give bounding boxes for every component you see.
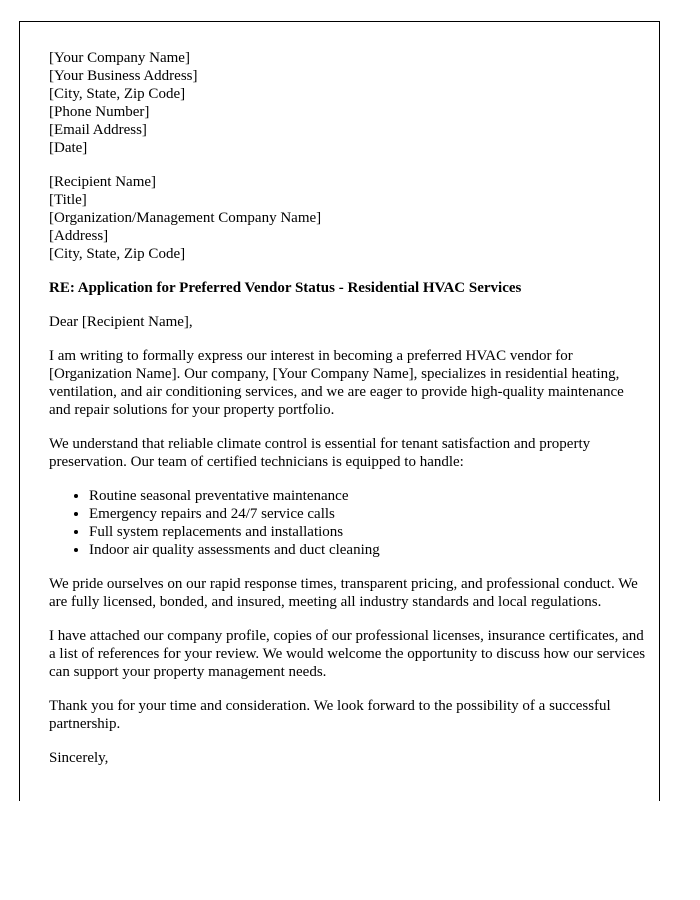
body-paragraph: We understand that reliable climate control is essential for tenant satisfaction and property preservation. Our team of certified technicians is equipped to handle: xyxy=(49,436,591,470)
recipient-title: [Title] xyxy=(49,192,87,208)
sender-phone: [Phone Number] xyxy=(49,104,150,120)
recipient-address-block xyxy=(49,173,649,263)
body-paragraph: I am writing to formally express our interest in becoming a preferred HVAC vendor for [Organization Name]. Our company, [Your Company Name], specializes in residential heating, ventilation, and air conditioning services, and we are eager to provide high-quality maintenance and repair solutions for your property portfolio. xyxy=(49,348,624,418)
letter-date: [Date] xyxy=(49,140,88,156)
body-paragraph: Thank you for your time and consideration. We look forward to the possibility of a successful partnership. xyxy=(49,698,611,732)
service-item: • Emergency repairs and 24/7 service calls xyxy=(89,505,649,523)
recipient-name: [Recipient Name] xyxy=(49,174,157,190)
signoff: Sincerely, xyxy=(49,750,109,766)
recipient-address: [Address] xyxy=(49,228,109,244)
sender-email: [Email Address] xyxy=(49,122,147,138)
letter-body xyxy=(49,49,649,783)
recipient-city-state-zip: [City, State, Zip Code] xyxy=(49,246,186,262)
sender-company-name: [Your Company Name] xyxy=(49,50,190,66)
salutation: Dear [Recipient Name], xyxy=(49,314,193,330)
sender-city-state-zip: [City, State, Zip Code] xyxy=(49,86,186,102)
service-item: • Routine seasonal preventative maintenance xyxy=(89,487,649,505)
body-paragraph: I have attached our company profile, copies of our professional licenses, insurance certificates, and a list of references for your review. We would welcome the opportunity to discuss how our services can support your property management needs. xyxy=(49,628,646,680)
subject-line: RE: Application for Preferred Vendor Status - Residential HVAC Services xyxy=(49,280,522,296)
service-item: • Full system replacements and installations xyxy=(89,523,649,541)
recipient-organization: [Organization/Management Company Name] xyxy=(49,210,322,226)
sender-address-block xyxy=(49,49,649,157)
sender-business-address: [Your Business Address] xyxy=(49,68,198,84)
services-list xyxy=(49,487,649,559)
service-item: • Indoor air quality assessments and duct cleaning xyxy=(89,541,649,559)
letter-page xyxy=(19,21,660,801)
body-paragraph: We pride ourselves on our rapid response times, transparent pricing, and professional conduct. We are fully licensed, bonded, and insured, meeting all industry standards and local regulations. xyxy=(49,576,638,610)
